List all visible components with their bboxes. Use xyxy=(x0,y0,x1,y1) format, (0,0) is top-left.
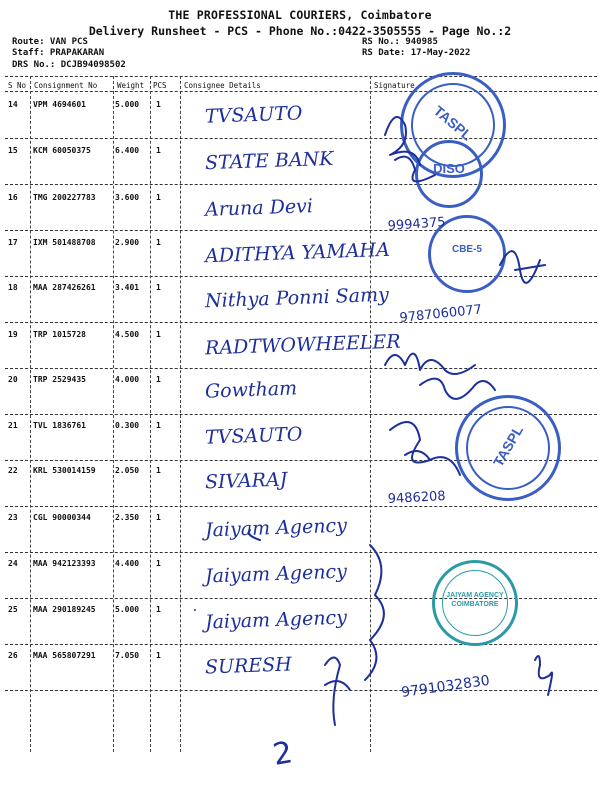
row-consignee-handwritten: Nithya Ponni Samy xyxy=(204,283,390,313)
row-pieces: 1 xyxy=(156,283,161,292)
signature-scribble xyxy=(385,117,420,165)
staff-label: Staff: PRAPAKARAN xyxy=(12,48,105,58)
row-consignee-handwritten: RADTWOWHEELER xyxy=(204,330,401,360)
row-serial-number: 15 xyxy=(8,146,18,155)
stamp-text: CBE-5 xyxy=(451,244,482,255)
rs-number: RS No.: 940985 xyxy=(362,37,438,47)
stamp-text: TASPL xyxy=(489,422,527,470)
drs-label: DRS No.: DCJB94098502 xyxy=(12,60,126,70)
column-header-pcs: PCS xyxy=(153,81,167,90)
row-consignment-number: IXM 501488708 xyxy=(33,238,96,247)
row-consignee-handwritten: SURESH xyxy=(204,653,293,679)
rs-date: RS Date: 17-May-2022 xyxy=(362,48,471,58)
row-weight: 2.350 xyxy=(115,513,140,522)
row-weight: 4.400 xyxy=(115,559,140,568)
row-weight: 3.600 xyxy=(115,193,140,202)
signature-scribble xyxy=(390,422,460,475)
row-serial-number: 19 xyxy=(8,330,18,339)
row-weight: 4.500 xyxy=(115,330,140,339)
row-consignment-number: MAA 565807291 xyxy=(33,651,96,660)
handwritten-page-mark: 2 xyxy=(270,735,296,773)
row-consignment-number: TVL 1836761 xyxy=(33,421,86,430)
stamp-text: JAIYAM AGENCY COIMBATORE xyxy=(446,592,504,608)
signature-scribble xyxy=(385,354,475,374)
row-pieces: 1 xyxy=(156,330,161,339)
row-pieces: 1 xyxy=(156,559,161,568)
row-serial-number: 20 xyxy=(8,375,18,384)
row-consignee-handwritten: TVSAUTO xyxy=(204,423,303,449)
signature-scribble xyxy=(325,658,350,726)
row-consignment-number: MAA 287426261 xyxy=(33,283,96,292)
row-pieces: 1 xyxy=(156,146,161,155)
signature-scribble xyxy=(195,530,260,610)
row-weight: 0.300 xyxy=(115,421,140,430)
handwritten-phone: 9791032830 xyxy=(400,672,491,701)
signature-scribble xyxy=(535,656,552,695)
row-pieces: 1 xyxy=(156,238,161,247)
row-weight: 6.400 xyxy=(115,146,140,155)
row-consignment-number: KRL 530014159 xyxy=(33,466,96,475)
row-weight: 4.000 xyxy=(115,375,140,384)
stamp-text: TASPL xyxy=(430,102,476,144)
handwritten-phone: 9486208 xyxy=(387,488,447,507)
row-consignment-number: MAA 290189245 xyxy=(33,605,96,614)
row-consignee-handwritten: Aruna Devi xyxy=(204,195,314,221)
document-title: THE PROFESSIONAL COURIERS, Coimbatore xyxy=(168,8,432,22)
row-pieces: 1 xyxy=(156,193,161,202)
signature-scribble xyxy=(395,157,435,182)
column-header-consignment: Consignment No xyxy=(34,81,98,90)
column-header-weight: Weight xyxy=(117,81,145,90)
row-consignment-number: MAA 942123393 xyxy=(33,559,96,568)
row-serial-number: 23 xyxy=(8,513,18,522)
row-consignee-handwritten: TVSAUTO xyxy=(204,102,303,128)
row-pieces: 1 xyxy=(156,100,161,109)
row-weight: 5.000 xyxy=(115,100,140,109)
route-label: Route: VAN PCS xyxy=(12,37,88,47)
row-pieces: 1 xyxy=(156,651,161,660)
handwritten-phone: 9787060077 xyxy=(398,302,483,326)
handwritten-phone: 9994375 xyxy=(387,214,447,234)
row-consignee-handwritten: Jaiyam Agency xyxy=(204,606,348,634)
row-consignee-handwritten: Jaiyam Agency xyxy=(204,514,348,542)
row-pieces: 1 xyxy=(156,375,161,384)
row-consignment-number: TRP 2529435 xyxy=(33,375,86,384)
column-header-signature: Signature xyxy=(374,81,415,90)
signature-scribble xyxy=(500,251,545,283)
column-header-consignee: Consignee Details xyxy=(184,81,261,90)
row-consignment-number: TMG 200227783 xyxy=(33,193,96,202)
row-serial-number: 22 xyxy=(8,466,18,475)
row-serial-number: 18 xyxy=(8,283,18,292)
signature-scribble xyxy=(420,379,495,399)
row-pieces: 1 xyxy=(156,605,161,614)
row-weight: 3.401 xyxy=(115,283,140,292)
row-consignment-number: VPM 4694601 xyxy=(33,100,86,109)
row-serial-number: 14 xyxy=(8,100,18,109)
row-serial-number: 17 xyxy=(8,238,18,247)
row-serial-number: 21 xyxy=(8,421,18,430)
bracket-mark xyxy=(365,545,384,680)
row-pieces: 1 xyxy=(156,513,161,522)
row-consignee-handwritten: ADITHYA YAMAHA xyxy=(204,238,391,268)
document-subtitle: Delivery Runsheet - PCS - Phone No.:0422-3505555 - Page No.:2 xyxy=(88,24,512,38)
row-serial-number: 25 xyxy=(8,605,18,614)
row-consignee-handwritten: SIVARAJ xyxy=(204,468,288,494)
row-serial-number: 16 xyxy=(8,193,18,202)
row-weight: 7.050 xyxy=(115,651,140,660)
row-consignee-handwritten: Jaiyam Agency xyxy=(204,560,348,588)
row-serial-number: 26 xyxy=(8,651,18,660)
stamp-text: DISO xyxy=(433,161,465,176)
row-weight: 2.050 xyxy=(115,466,140,475)
row-consignment-number: KCM 60050375 xyxy=(33,146,91,155)
signature-scribble xyxy=(405,451,430,460)
column-header-sno: S No xyxy=(8,81,27,90)
row-pieces: 1 xyxy=(156,421,161,430)
row-serial-number: 24 xyxy=(8,559,18,568)
row-weight: 5.000 xyxy=(115,605,140,614)
row-pieces: 1 xyxy=(156,466,161,475)
row-consignee-handwritten: STATE BANK xyxy=(204,147,334,175)
row-weight: 2.900 xyxy=(115,238,140,247)
row-consignment-number: TRP 1015728 xyxy=(33,330,86,339)
row-consignment-number: CGL 90000344 xyxy=(33,513,91,522)
row-consignee-handwritten: Gowtham xyxy=(204,377,298,403)
